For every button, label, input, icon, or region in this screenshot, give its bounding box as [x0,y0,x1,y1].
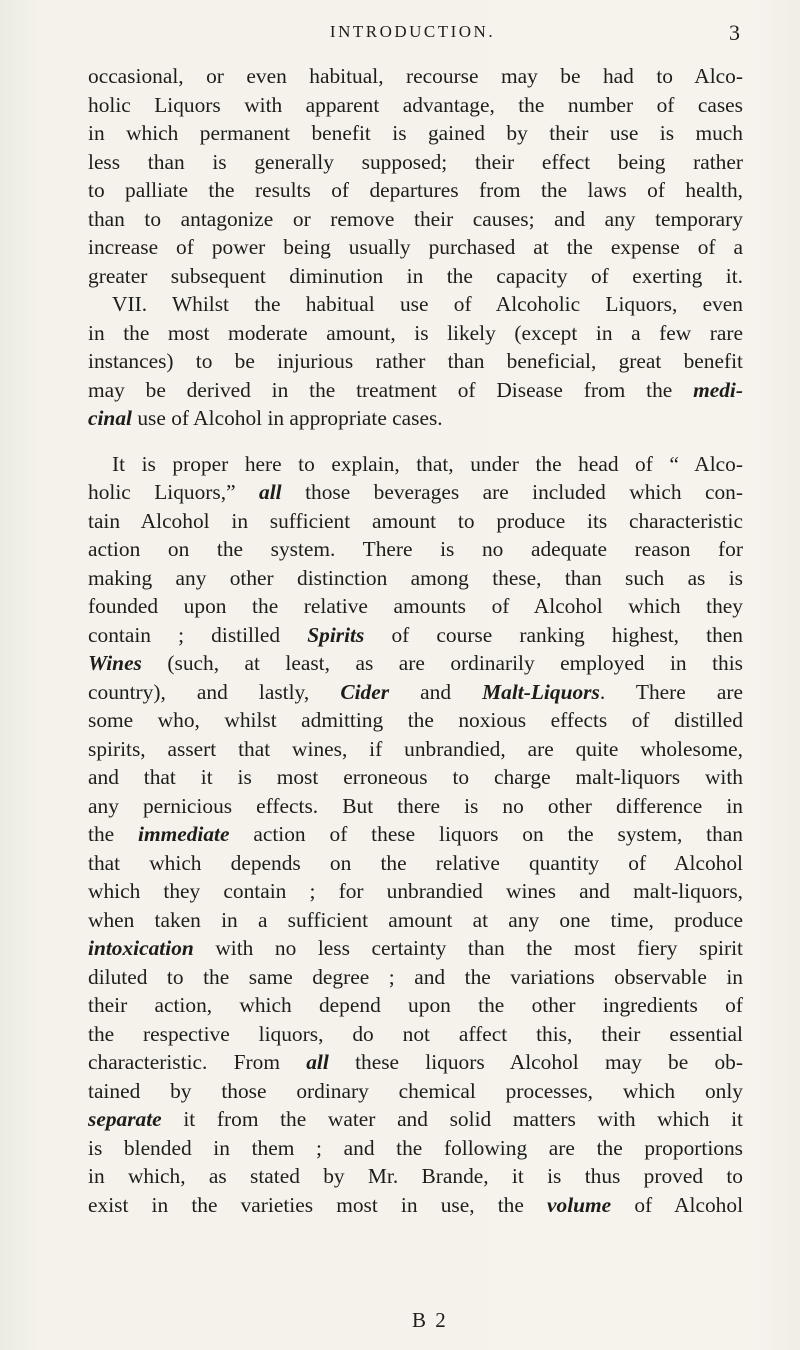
text-line: making any other distinction among these, than such as is [88,565,743,590]
text-line [88,820,743,849]
text-line: to palliate the results of departures from the laws of health, [88,178,743,202]
text-line [88,649,743,678]
text-line: their action, which depend upon the other ingredients of [88,993,743,1017]
text-line [88,678,743,707]
text-run: holic Liquors,” [88,480,260,504]
text-line: less than is generally supposed; their effect being rather [88,149,743,174]
italic-run: volume [547,1192,612,1217]
text-run: and [389,679,483,704]
text-run: with no less certainty than the most fiery spirit [193,936,743,960]
italic-run: intoxication [88,936,194,960]
text-line: tain Alcohol in sufficient amount to produce its characteristic [88,508,743,533]
italic-run: Malt-Liquors [482,679,600,704]
page-header [85,22,740,52]
text-line: in the most moderate amount, is likely (except in a few rare [88,320,743,345]
text-line: increase of power being usually purchased at the expense of a [88,235,743,259]
text-run: those beverages are included which con- [281,480,743,504]
text-run: characteristic. From [88,1050,307,1074]
text-run: contain ; distilled [88,622,308,647]
text-line: holic Liquors with apparent advantage, the number of cases [88,92,743,117]
text-run: it from the water and solid matters with which it [161,1107,743,1131]
text-run: use of Alcohol in appropriate cases. [131,406,443,430]
text-line: in which permanent benefit is gained by their use is much [88,121,743,145]
italic-run: cinal [88,406,132,430]
italic-run: Cider [340,679,390,704]
text-run: . There are [599,679,743,704]
text-line [88,934,743,963]
text-line: when taken in a sufficient amount at any one time, produce [88,907,743,932]
text-line [88,621,743,650]
text-line [88,1048,743,1077]
text-run: exist in the varieties most in use, the [88,1192,547,1217]
italic-run: medi- [693,377,743,402]
text-line: spirits, assert that wines, if unbrandied, are quite wholesome, [88,736,743,761]
signature-mark: B 2 [412,1308,448,1332]
text-line: diluted to the same degree ; and the variations observable in [88,964,743,989]
text-line: is blended in them ; and the following are the proportions [88,1135,743,1160]
italic-run: Wines [88,651,142,675]
text-line: any pernicious effects. But there is no other difference in [88,793,743,818]
italic-run: all [306,1050,329,1074]
text-line: tained by those ordinary chemical processes, which only [88,1078,743,1103]
text-line: some who, whilst admitting the noxious effects of distilled [88,708,743,732]
text-line: which they contain ; for unbrandied wines and malt-liquors, [88,879,743,903]
text-line: action on the system. There is no adequate reason for [88,537,743,561]
text-run: of course ranking highest, then [364,622,743,647]
text-line [88,1191,743,1220]
text-line [88,376,743,405]
text-line: instances) to be injurious rather than beneficial, great benefit [88,349,743,373]
text-run: action of these liquors on the system, than [229,822,743,846]
text-line [88,478,743,507]
text-line: the respective liquors, do not affect this, their essential [88,1021,743,1046]
italic-run: all [259,480,282,504]
italic-run: immediate [138,822,230,846]
italic-run: Spirits [307,622,365,647]
text-run: (such, at least, as are ordinarily employed in this [141,651,743,675]
text-line: VII. Whilst the habitual use of Alcoholic Liquors, even [112,292,743,316]
text-line: and that it is most erroneous to charge malt-liquors with [88,765,743,789]
text-line: It is proper here to explain, that, under the head of “ Alco- [112,451,743,476]
text-line [88,1105,743,1134]
text-run: the [88,822,138,846]
body-text [88,62,743,1219]
text-line [88,404,743,433]
text-line: occasional, or even habitual, recourse may be had to Alco- [88,64,743,88]
text-line: in which, as stated by Mr. Brande, it is thus proved to [88,1164,743,1188]
text-run: of Alcohol [611,1192,743,1217]
text-run: country), and lastly, [88,679,341,704]
text-line: that which depends on the relative quantity of Alcohol [88,850,743,875]
italic-run: separate [88,1107,162,1131]
running-head: INTRODUCTION. [329,22,496,41]
text-run: these liquors Alcohol may be ob- [328,1050,743,1074]
text-line: founded upon the relative amounts of Alcohol which they [88,594,743,618]
text-run: may be derived in the treatment of Disease from the [88,377,694,402]
text-line: greater subsequent diminution in the capacity of exerting it. [88,263,743,288]
text-line: than to antagonize or remove their causes; and any temporary [88,206,743,231]
page-number: 3 [729,20,740,45]
